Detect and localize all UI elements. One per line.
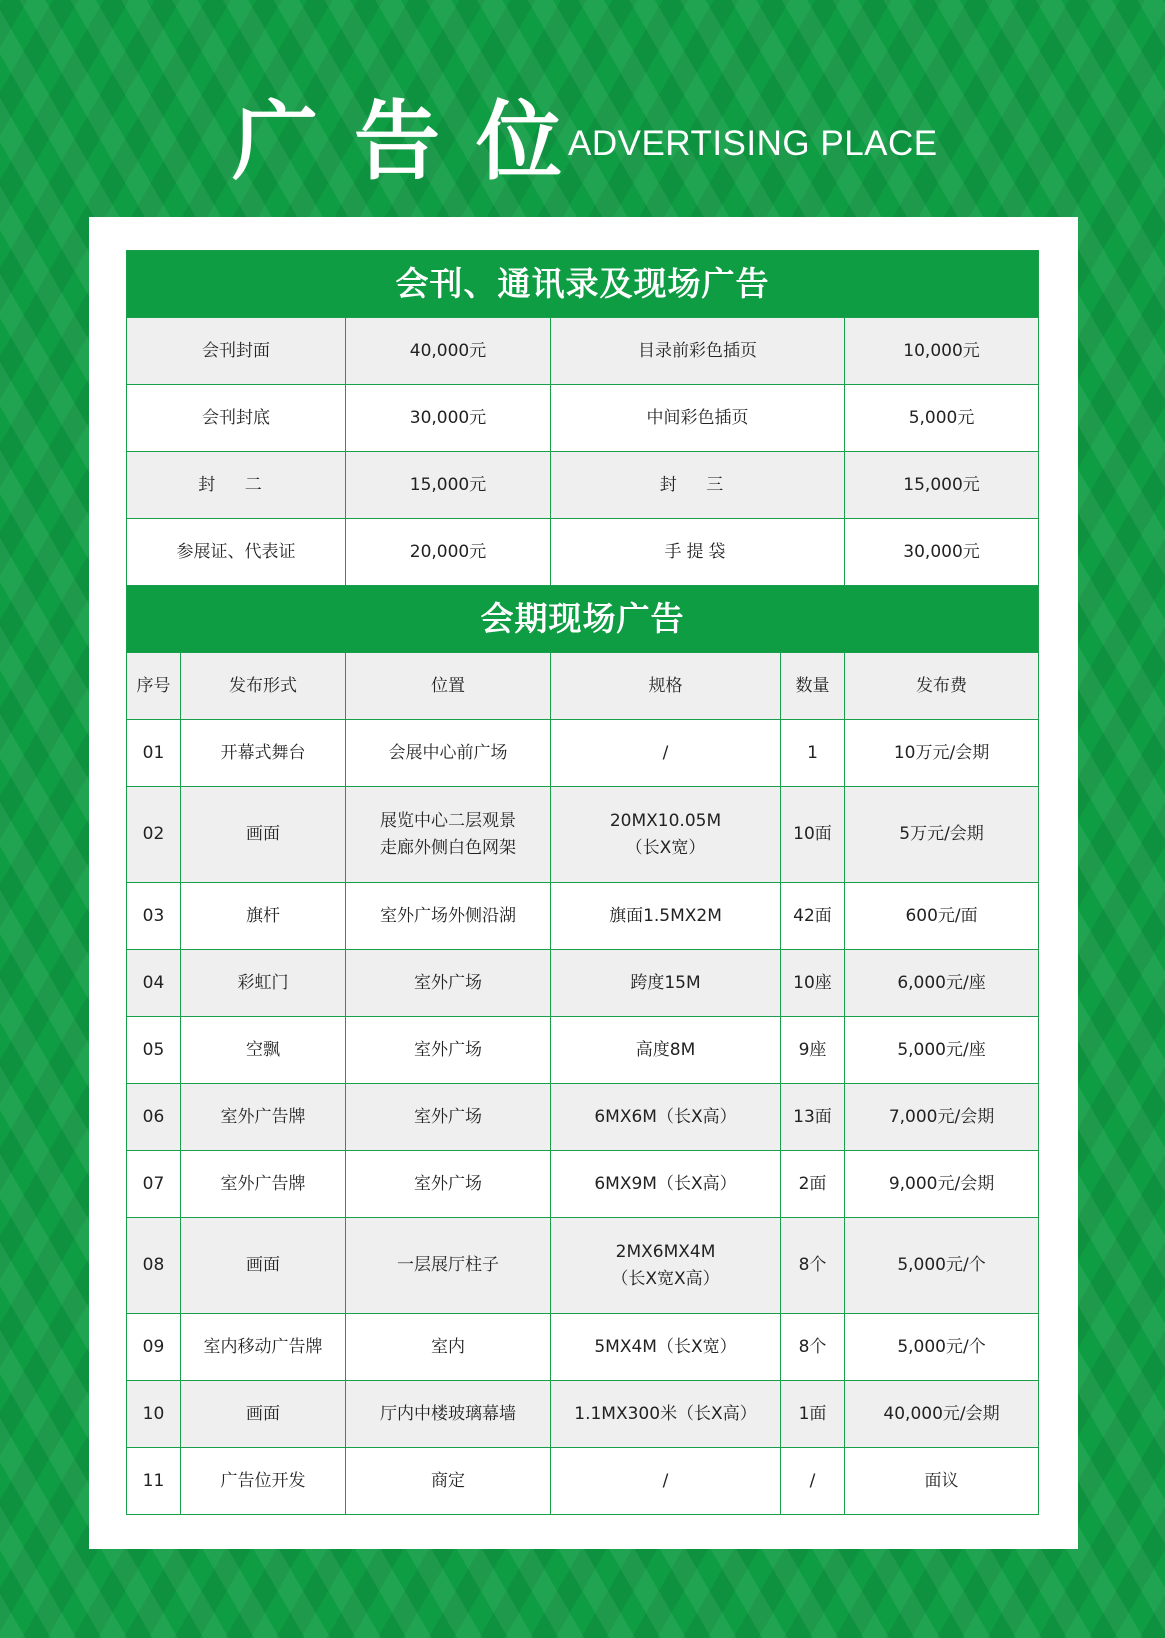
table-row: [127, 787, 1039, 883]
section-title: 会期现场广告: [127, 586, 1039, 653]
row-spec: 6MX6M（长X高）: [551, 1084, 781, 1151]
price-row: [127, 318, 1039, 385]
row-spec: /: [551, 1448, 781, 1515]
ad-item: 中间彩色插页: [551, 385, 845, 452]
row-spec: [551, 787, 781, 883]
row-form: 开幕式舞台: [181, 720, 346, 787]
row-spec: 高度8M: [551, 1017, 781, 1084]
row-location: [346, 787, 551, 883]
row-spec-line2: （长X宽）: [625, 837, 706, 858]
row-qty: /: [781, 1448, 845, 1515]
row-spec: 旗面1.5MX2M: [551, 883, 781, 950]
row-qty: 9座: [781, 1017, 845, 1084]
section-header-onsite: [127, 586, 1039, 653]
table-row: [127, 1084, 1039, 1151]
ad-price: 5,000元: [845, 385, 1039, 452]
ad-item: 封 三: [551, 452, 845, 519]
ad-item: 目录前彩色插页: [551, 318, 845, 385]
row-qty: 10面: [781, 787, 845, 883]
row-qty: 42面: [781, 883, 845, 950]
row-location: 室外广场: [346, 1151, 551, 1218]
row-form: 画面: [181, 1381, 346, 1448]
row-no: 09: [127, 1314, 181, 1381]
ad-item: 会刊封底: [127, 385, 346, 452]
row-location: 会展中心前广场: [346, 720, 551, 787]
ad-item: 会刊封面: [127, 318, 346, 385]
row-location-line2: 走廊外侧白色网架: [380, 837, 516, 858]
row-no: 10: [127, 1381, 181, 1448]
row-no: 03: [127, 883, 181, 950]
ad-price: 40,000元: [346, 318, 551, 385]
row-form: 空飘: [181, 1017, 346, 1084]
ad-item: 参展证、代表证: [127, 519, 346, 586]
row-fee: 6,000元/座: [845, 950, 1039, 1017]
row-spec: 5MX4M（长X宽）: [551, 1314, 781, 1381]
ad-item: 手提袋: [551, 519, 845, 586]
table-row: [127, 1017, 1039, 1084]
table-header-row: [127, 653, 1039, 720]
ad-price: 30,000元: [346, 385, 551, 452]
ad-price: 30,000元: [845, 519, 1039, 586]
row-no: 08: [127, 1218, 181, 1314]
col-header-form: 发布形式: [181, 653, 346, 720]
table-row: [127, 1448, 1039, 1515]
price-row: [127, 519, 1039, 586]
table-row: [127, 1151, 1039, 1218]
row-qty: 2面: [781, 1151, 845, 1218]
row-form: 室外广告牌: [181, 1151, 346, 1218]
row-location: 一层展厅柱子: [346, 1218, 551, 1314]
ad-price-card: [89, 217, 1078, 1549]
row-fee: 40,000元/会期: [845, 1381, 1039, 1448]
row-qty: 8个: [781, 1314, 845, 1381]
row-fee: 9,000元/会期: [845, 1151, 1039, 1218]
row-location: 室内: [346, 1314, 551, 1381]
row-no: 05: [127, 1017, 181, 1084]
ad-price: 20,000元: [346, 519, 551, 586]
ad-price: 15,000元: [346, 452, 551, 519]
row-location: 商定: [346, 1448, 551, 1515]
price-row: [127, 385, 1039, 452]
row-location: 室外广场: [346, 950, 551, 1017]
row-qty: 1: [781, 720, 845, 787]
row-no: 04: [127, 950, 181, 1017]
ad-price-table: [126, 250, 1039, 1515]
row-no: 02: [127, 787, 181, 883]
row-location: 室外广场: [346, 1017, 551, 1084]
row-qty: 1面: [781, 1381, 845, 1448]
ad-price: 15,000元: [845, 452, 1039, 519]
section-header-print: [127, 251, 1039, 318]
col-header-location: 位置: [346, 653, 551, 720]
table-row: [127, 720, 1039, 787]
row-form: 室内移动广告牌: [181, 1314, 346, 1381]
row-form: 画面: [181, 787, 346, 883]
row-fee: 10万元/会期: [845, 720, 1039, 787]
row-fee: 5,000元/个: [845, 1218, 1039, 1314]
price-row: [127, 452, 1039, 519]
table-row: [127, 1381, 1039, 1448]
row-qty: 8个: [781, 1218, 845, 1314]
row-form: 广告位开发: [181, 1448, 346, 1515]
ad-price: 10,000元: [845, 318, 1039, 385]
ad-item: 封 二: [127, 452, 346, 519]
row-form: 室外广告牌: [181, 1084, 346, 1151]
row-spec: 6MX9M（长X高）: [551, 1151, 781, 1218]
row-fee: 面议: [845, 1448, 1039, 1515]
row-form: 画面: [181, 1218, 346, 1314]
col-header-qty: 数量: [781, 653, 845, 720]
section-title: 会刊、通讯录及现场广告: [127, 251, 1039, 318]
table-row: [127, 883, 1039, 950]
row-spec-line2: （长X宽X高）: [611, 1268, 720, 1289]
row-fee: 5万元/会期: [845, 787, 1039, 883]
row-fee: 5,000元/个: [845, 1314, 1039, 1381]
row-spec: 1.1MX300米（长X高）: [551, 1381, 781, 1448]
row-fee: 600元/面: [845, 883, 1039, 950]
row-fee: 7,000元/会期: [845, 1084, 1039, 1151]
table-row: [127, 1314, 1039, 1381]
row-location-line1: 展览中心二层观景: [380, 810, 516, 831]
row-no: 07: [127, 1151, 181, 1218]
row-no: 06: [127, 1084, 181, 1151]
page-title: 广告位: [232, 92, 598, 192]
row-spec: [551, 1218, 781, 1314]
row-location: 室外广场: [346, 1084, 551, 1151]
row-no: 01: [127, 720, 181, 787]
col-header-spec: 规格: [551, 653, 781, 720]
table-row: [127, 950, 1039, 1017]
row-spec-line1: 2MX6MX4M: [615, 1241, 716, 1262]
col-header-fee: 发布费: [845, 653, 1039, 720]
row-qty: 10座: [781, 950, 845, 1017]
row-form: 旗杆: [181, 883, 346, 950]
row-spec: /: [551, 720, 781, 787]
row-no: 11: [127, 1448, 181, 1515]
table-row: [127, 1218, 1039, 1314]
row-location: 室外广场外侧沿湖: [346, 883, 551, 950]
row-location: 厅内中楼玻璃幕墙: [346, 1381, 551, 1448]
row-qty: 13面: [781, 1084, 845, 1151]
page-subtitle: ADVERTISING PLACE: [568, 124, 938, 163]
row-spec-line1: 20MX10.05M: [609, 810, 722, 831]
row-fee: 5,000元/座: [845, 1017, 1039, 1084]
col-header-no: 序号: [127, 653, 181, 720]
row-spec: 跨度15M: [551, 950, 781, 1017]
row-form: 彩虹门: [181, 950, 346, 1017]
